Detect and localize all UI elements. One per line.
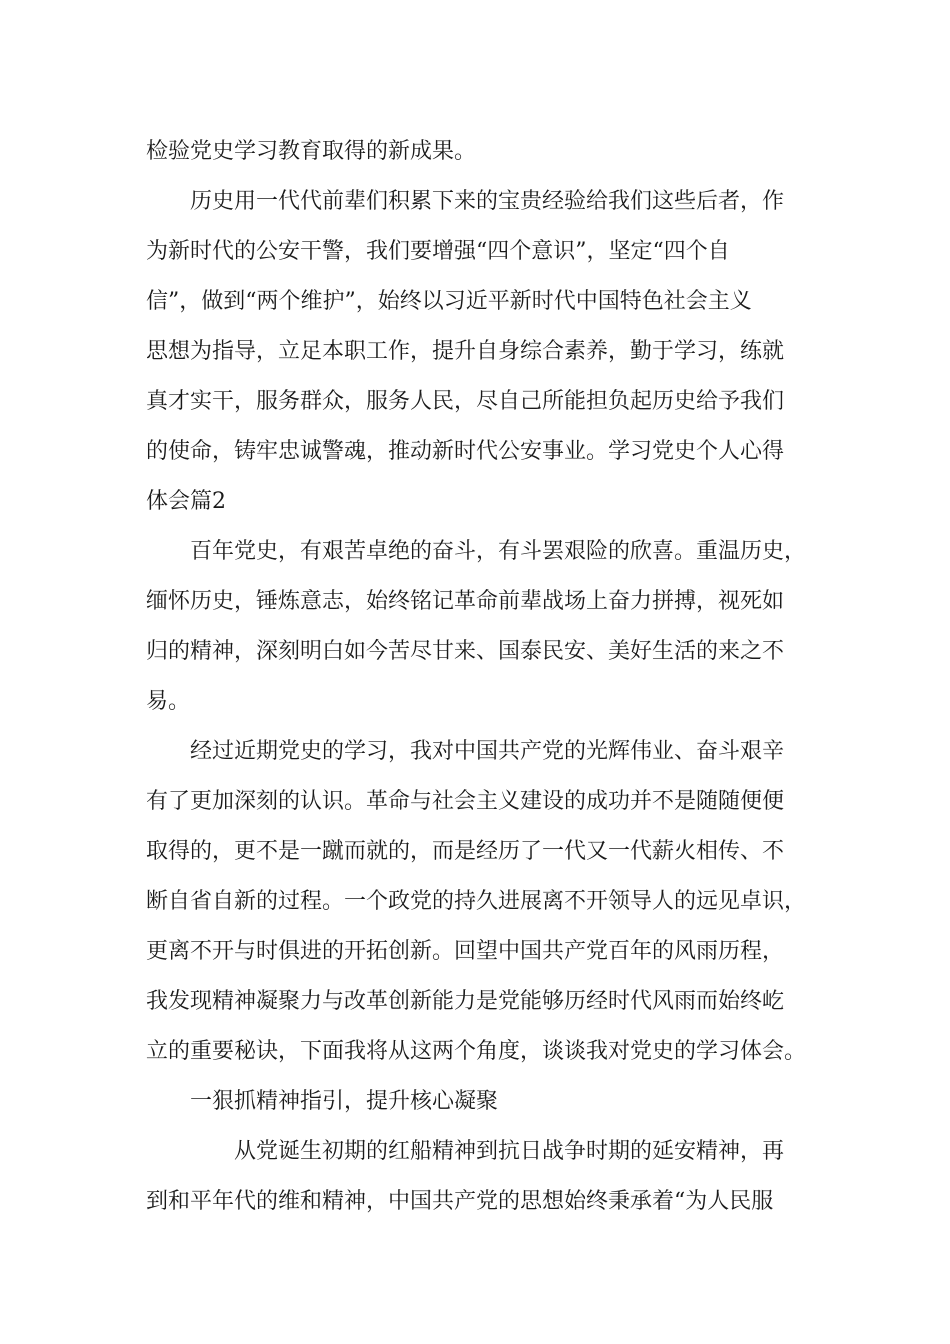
text-line: 为新时代的公安干警，我们要增强“四个意识”，坚定“四个自 — [146, 239, 730, 264]
paragraph-start: 从党诞生初期的红船精神到抗日战争时期的延安精神，再 — [234, 1139, 785, 1164]
text-line: 检验党史学习教育取得的新成果。 — [146, 139, 477, 164]
text-line: 取得的，更不是一蹴而就的，而是经历了一代又一代薪火相传、不 — [146, 839, 785, 864]
text-line: 断自省自新的过程。一个政党的持久进展离不开领导人的远见卓识， — [146, 889, 807, 914]
text-line: 缅怀历史，锤炼意志，始终铭记革命前辈战场上奋力拼搏，视死如 — [146, 589, 785, 614]
paragraph-start: 百年党史，有艰苦卓绝的奋斗，有斗罢艰险的欣喜。重温历史， — [190, 539, 807, 564]
text-line: 真才实干，服务群众，服务人民，尽自己所能担负起历史给予我们 — [146, 389, 785, 414]
text-line: 的使命，铸牢忠诚警魂，推动新时代公安事业。学习党史个人心得 — [146, 439, 785, 464]
text-line: 信”，做到“两个维护”，始终以习近平新时代中国特色社会主义 — [146, 289, 752, 314]
text-line: 我发现精神凝聚力与改革创新能力是党能够历经时代风雨而始终屹 — [146, 989, 785, 1014]
subsection-heading: 一狠抓精神指引，提升核心凝聚 — [190, 1089, 499, 1114]
text-line: 立的重要秘诀，下面我将从这两个角度，谈谈我对党史的学习体会。 — [146, 1039, 807, 1064]
paragraph-start: 历史用一代代前辈们积累下来的宝贵经验给我们这些后者，作 — [190, 189, 785, 214]
text-line: 更离不开与时俱进的开拓创新。回望中国共产党百年的风雨历程， — [146, 939, 785, 964]
text-line: 到和平年代的维和精神，中国共产党的思想始终秉承着“为人民服 — [146, 1189, 774, 1214]
section-heading: 体会篇2 — [146, 489, 226, 514]
text-line: 思想为指导，立足本职工作，提升自身综合素养，勤于学习，练就 — [146, 339, 785, 364]
text-line: 有了更加深刻的认识。革命与社会主义建设的成功并不是随随便便 — [146, 789, 785, 814]
paragraph-start: 经过近期党史的学习，我对中国共产党的光辉伟业、奋斗艰辛 — [190, 739, 785, 764]
text-line: 归的精神，深刻明白如今苦尽甘来、国泰民安、美好生活的来之不 — [146, 639, 785, 664]
text-line: 易。 — [146, 689, 191, 714]
